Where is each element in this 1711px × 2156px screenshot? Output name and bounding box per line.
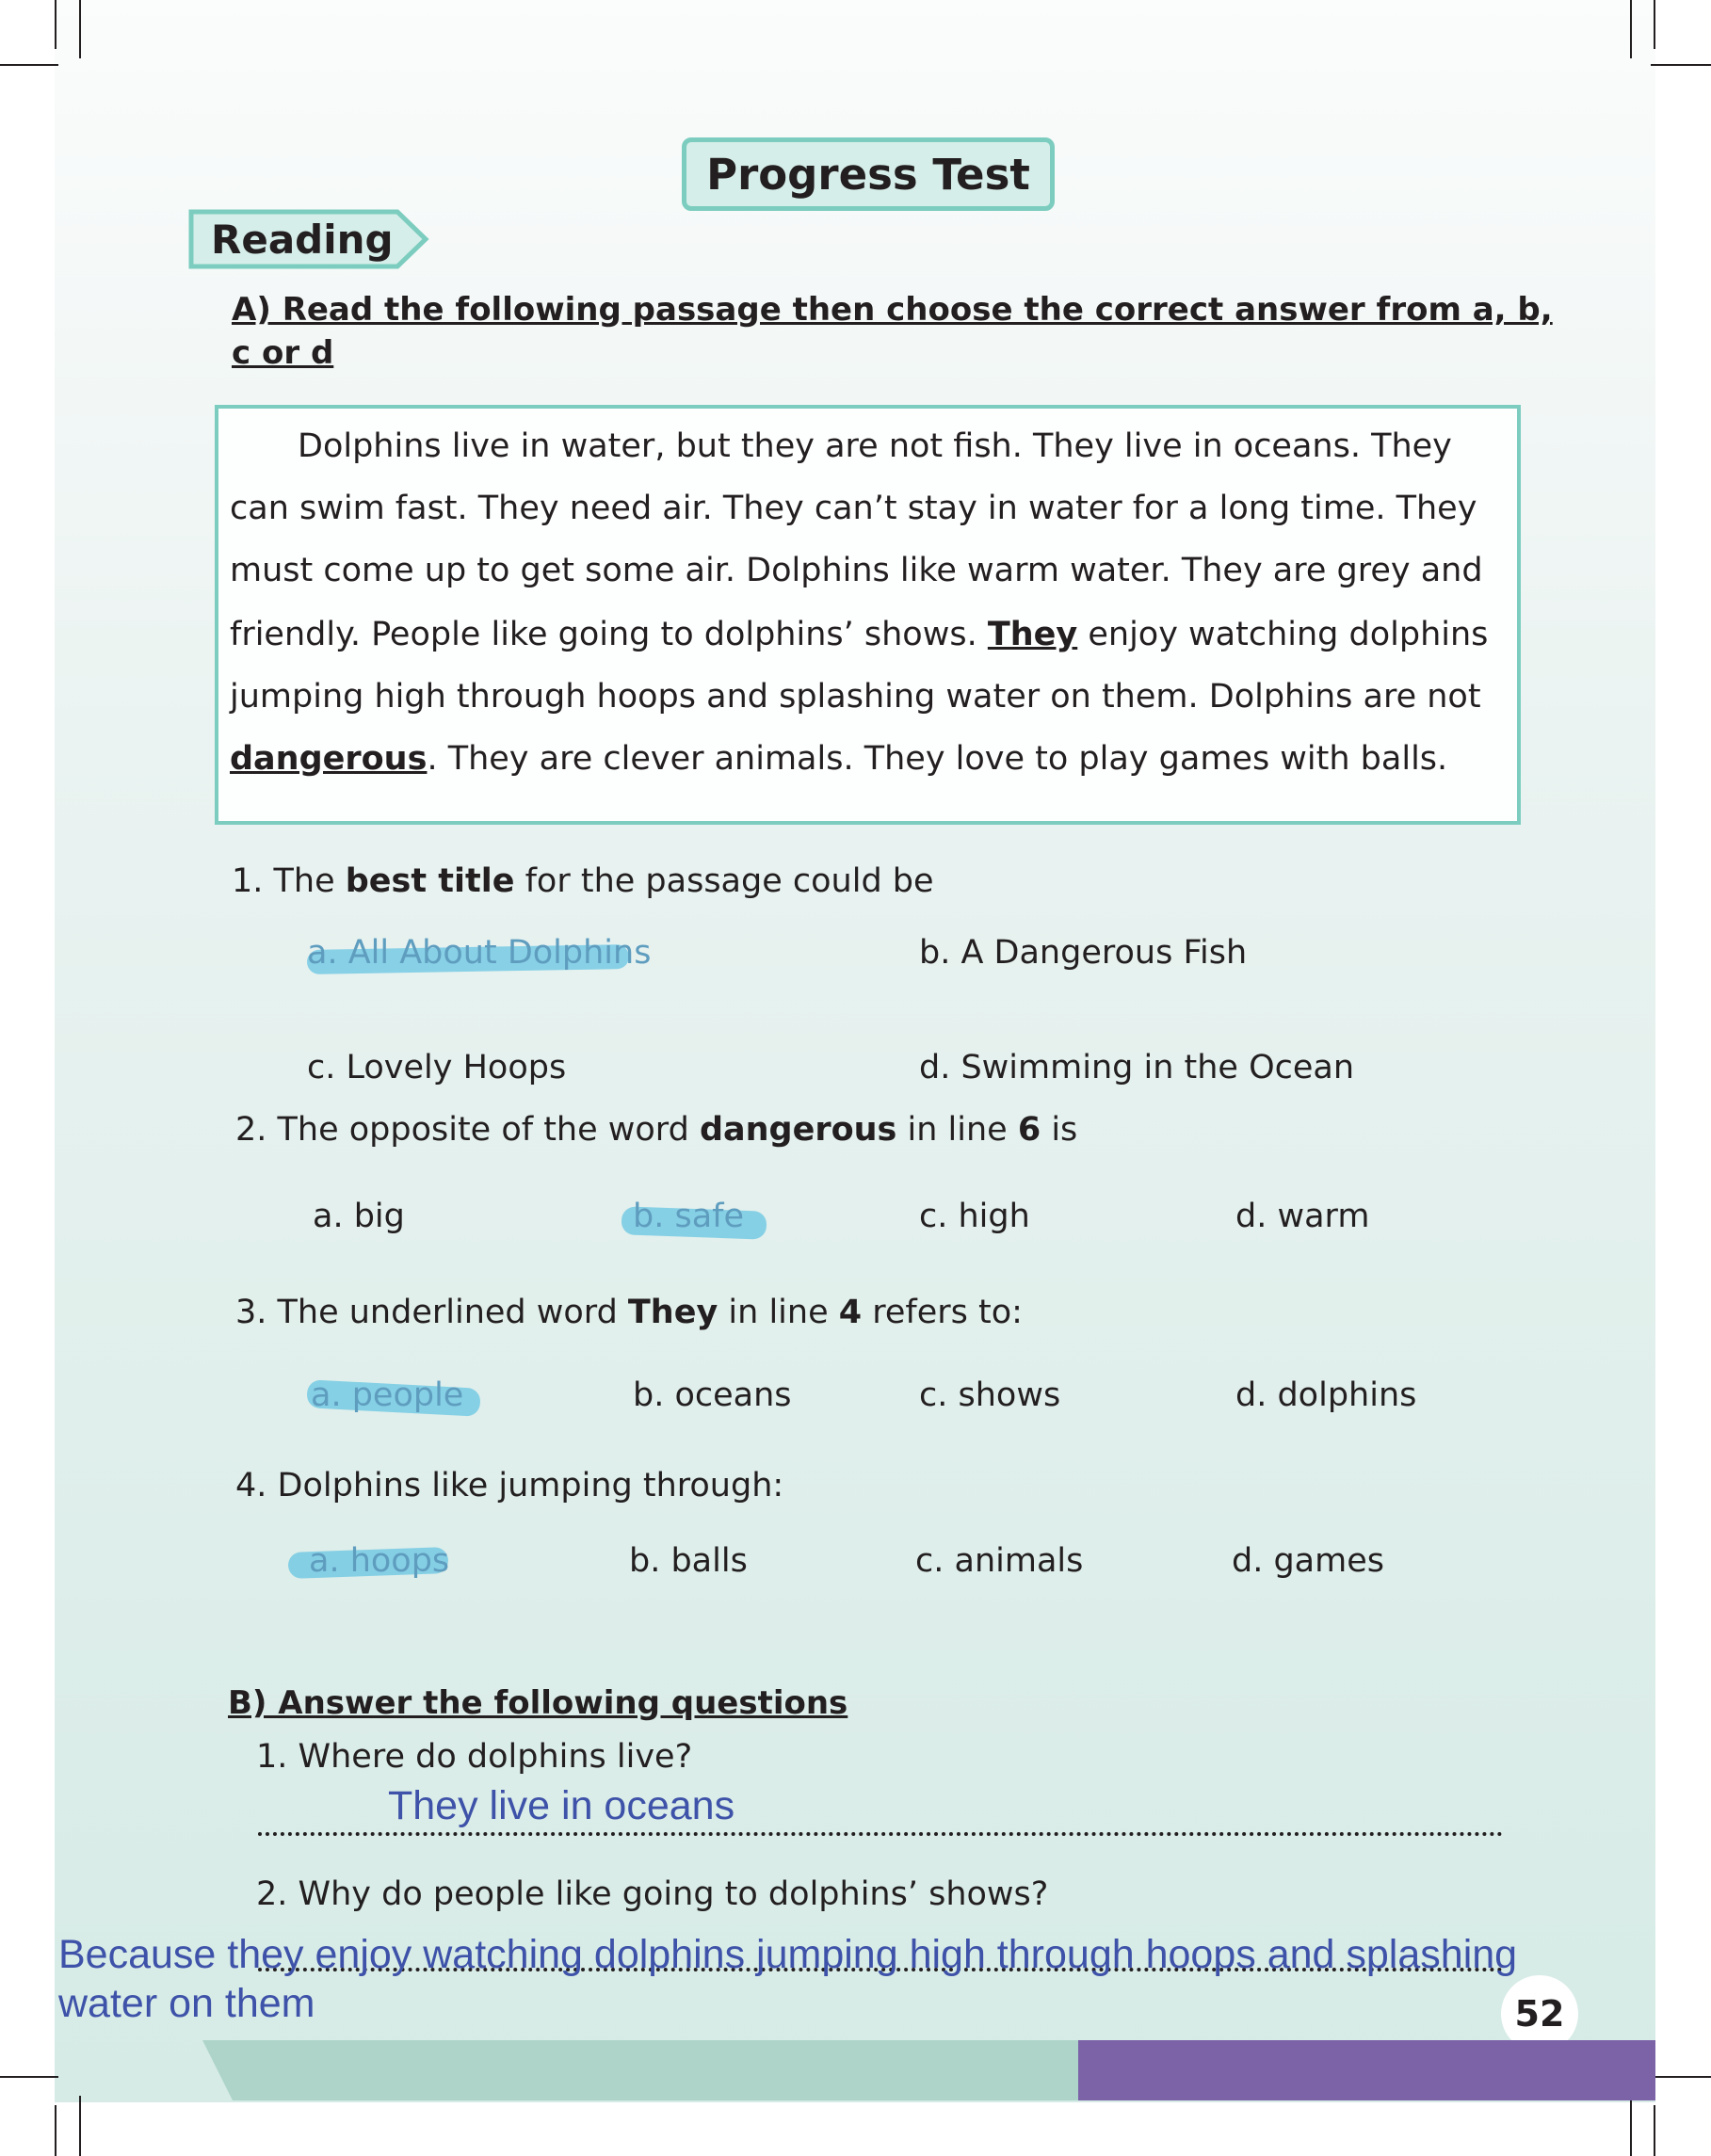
- q4-option-b[interactable]: b. balls: [629, 1542, 748, 1580]
- handwritten-answer-2: Because they enjoy watching dolphins jumping high through hoops and splashing: [58, 1932, 1518, 1977]
- question-bold: dangerous: [699, 1111, 897, 1149]
- crop-mark: [1654, 0, 1655, 49]
- crop-mark: [0, 2076, 58, 2078]
- question-text: refers to:: [862, 1294, 1023, 1331]
- passage-box: [215, 405, 1521, 825]
- handwritten-answer-1: They live in oceans: [388, 1783, 735, 1828]
- q3-option-d[interactable]: d. dolphins: [1235, 1376, 1417, 1414]
- q2-option-c[interactable]: c. high: [919, 1198, 1030, 1235]
- q2-option-d[interactable]: d. warm: [1235, 1198, 1370, 1235]
- question-2: [235, 1111, 1077, 1149]
- passage-text: . They are clever animals. They love to play games with balls.: [427, 740, 1448, 778]
- question-text: in line: [718, 1294, 839, 1331]
- footer-band-purple: [1078, 2040, 1655, 2100]
- part-a-instruction-cont: c or d: [232, 334, 334, 372]
- passage-line: can swim fast. They need air. They can’t stay in water for a long time. They: [230, 490, 1477, 527]
- underlined-word-they: They: [987, 616, 1078, 653]
- question-bold: They: [627, 1294, 718, 1331]
- q2-option-a[interactable]: a. big: [313, 1198, 405, 1235]
- question-text: 1. The: [232, 862, 346, 900]
- section-tab-label: Reading: [211, 217, 394, 263]
- crop-mark: [1651, 64, 1711, 66]
- underlined-word-dangerous: dangerous: [230, 740, 428, 778]
- question-text: is: [1041, 1111, 1078, 1149]
- crop-mark: [79, 2096, 81, 2156]
- q1-option-b[interactable]: b. A Dangerous Fish: [919, 934, 1248, 972]
- question-text: 2. The opposite of the word: [235, 1111, 700, 1149]
- part-a-instruction: A) Read the following passage then choose the correct answer from a, b,: [232, 291, 1553, 329]
- passage-line: Dolphins live in water, but they are not fish. They live in oceans. They: [298, 427, 1452, 465]
- question-1: [232, 862, 934, 900]
- passage-line: [230, 740, 1447, 778]
- crop-mark: [0, 64, 58, 66]
- q3-option-a[interactable]: a. people: [311, 1376, 464, 1414]
- q1-option-a[interactable]: a. All About Dolphins: [307, 934, 652, 972]
- q4-option-a[interactable]: a. hoops: [309, 1542, 450, 1580]
- question-bold: 4: [838, 1294, 863, 1331]
- section-tab-reading: [188, 209, 429, 269]
- question-bold: best title: [345, 862, 515, 900]
- handwritten-answer-2-cont: water on them: [58, 1981, 315, 2026]
- crop-mark: [79, 0, 81, 58]
- crop-mark: [1630, 2096, 1632, 2156]
- question-4: 4. Dolphins like jumping through:: [235, 1467, 784, 1504]
- question-text: for the passage could be: [514, 862, 934, 900]
- page-number: 52: [1501, 1975, 1578, 2052]
- footer-band-teal: [202, 2040, 1078, 2100]
- question-3: [235, 1294, 1023, 1331]
- crop-mark: [1654, 2105, 1655, 2156]
- crop-mark: [55, 0, 56, 49]
- part-b-question-1: 1. Where do dolphins live?: [256, 1738, 693, 1776]
- crop-mark: [1651, 2076, 1711, 2078]
- q4-option-c[interactable]: c. animals: [915, 1542, 1084, 1580]
- page-title: Progress Test: [682, 137, 1055, 211]
- q1-option-c[interactable]: c. Lovely Hoops: [307, 1049, 567, 1086]
- passage-line: must come up to get some air. Dolphins like warm water. They are grey and: [230, 552, 1483, 589]
- q3-option-b[interactable]: b. oceans: [633, 1376, 792, 1414]
- passage-text: enjoy watching dolphins: [1088, 616, 1489, 653]
- crop-mark: [1630, 0, 1632, 58]
- q1-option-d[interactable]: d. Swimming in the Ocean: [919, 1049, 1355, 1086]
- question-text: 3. The underlined word: [235, 1294, 628, 1331]
- q3-option-c[interactable]: c. shows: [919, 1376, 1061, 1414]
- passage-text: friendly. People like going to dolphins’ shows.: [230, 616, 977, 653]
- part-b-question-2: 2. Why do people like going to dolphins’ shows?: [256, 1875, 1049, 1913]
- passage-line: jumping high through hoops and splashing water on them. Dolphins are not: [230, 678, 1481, 716]
- question-text: in line: [896, 1111, 1018, 1149]
- question-bold: 6: [1017, 1111, 1041, 1149]
- part-b-heading: B) Answer the following questions: [228, 1684, 848, 1722]
- crop-mark: [55, 2105, 56, 2156]
- passage-line: [230, 616, 1488, 653]
- q2-option-b[interactable]: b. safe: [633, 1198, 745, 1235]
- q4-option-d[interactable]: d. games: [1232, 1542, 1384, 1580]
- answer-line-1[interactable]: [258, 1832, 1503, 1836]
